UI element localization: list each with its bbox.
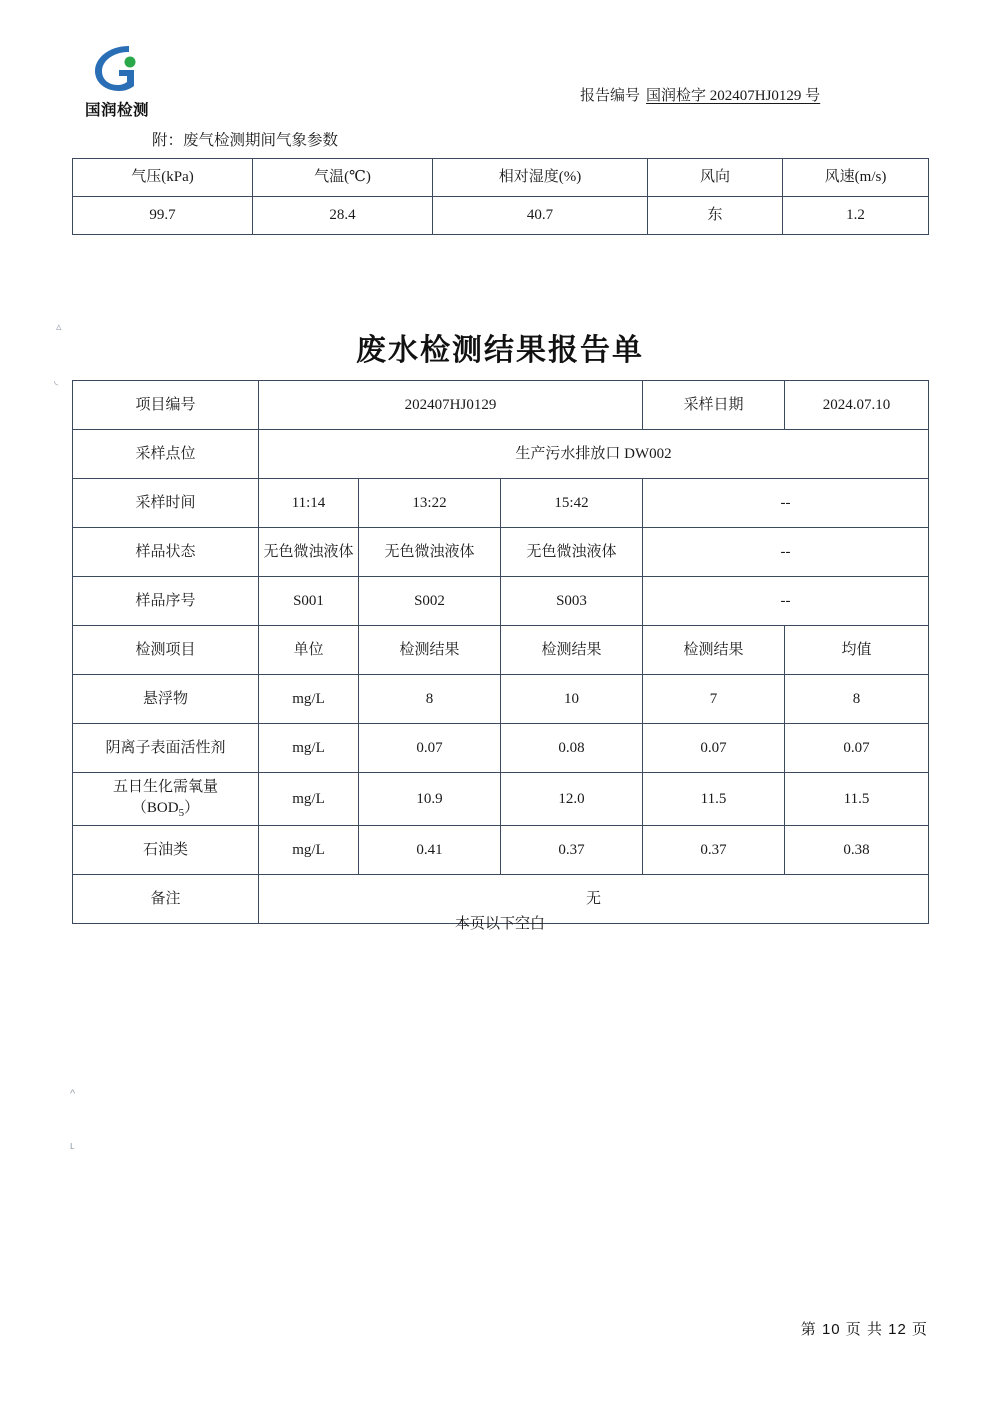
sampling-date-label: 采样日期 xyxy=(643,381,785,430)
result-item-name: 阴离子表面活性剂 xyxy=(73,724,259,773)
result-value-2: 10 xyxy=(501,675,643,724)
sampling-time-label: 采样时间 xyxy=(73,479,259,528)
weather-header-wind-speed: 风速(m/s) xyxy=(783,159,929,197)
project-no-label: 项目编号 xyxy=(73,381,259,430)
result-average: 0.07 xyxy=(785,724,929,773)
weather-value-wind-speed: 1.2 xyxy=(783,197,929,235)
table-row xyxy=(73,826,929,875)
result-item-name: 悬浮物 xyxy=(73,675,259,724)
blank-page-note: 本页以下空白 xyxy=(454,916,545,932)
table-row xyxy=(73,381,929,430)
table-row xyxy=(73,577,929,626)
column-header-result-1: 检测结果 xyxy=(359,626,501,675)
result-item-name-bod xyxy=(73,773,259,826)
page-footer: 第 10 页 共 12 页 xyxy=(800,1321,928,1338)
result-average: 8 xyxy=(785,675,929,724)
weather-header-temperature: 气温(℃) xyxy=(253,159,433,197)
wastewater-result-table xyxy=(72,380,929,924)
sampling-time-4: -- xyxy=(643,479,929,528)
sampling-point-label: 采样点位 xyxy=(73,430,259,479)
company-logo-icon xyxy=(89,40,145,96)
report-number-value: 国润检字 202407HJ0129 号 xyxy=(646,88,821,104)
result-item-unit: mg/L xyxy=(259,724,359,773)
result-item-unit: mg/L xyxy=(259,675,359,724)
company-name: 国润检测 xyxy=(84,102,149,119)
remark-label: 备注 xyxy=(73,875,259,924)
column-header-result-2: 检测结果 xyxy=(501,626,643,675)
result-value-1: 0.07 xyxy=(359,724,501,773)
table-row xyxy=(73,724,929,773)
sampling-time-1: 11:14 xyxy=(259,479,359,528)
table-row xyxy=(73,479,929,528)
result-average: 11.5 xyxy=(785,773,929,826)
weather-value-humidity: 40.7 xyxy=(433,197,648,235)
table-row xyxy=(73,773,929,826)
sampling-time-2: 13:22 xyxy=(359,479,501,528)
table-row xyxy=(73,528,929,577)
scan-artifact: ◟ xyxy=(54,375,59,387)
sample-state-4: -- xyxy=(643,528,929,577)
column-header-average: 均值 xyxy=(785,626,929,675)
company-logo xyxy=(62,40,172,120)
table-header-row xyxy=(73,626,929,675)
sample-no-label: 样品序号 xyxy=(73,577,259,626)
table-row xyxy=(73,197,929,235)
table-row xyxy=(73,430,929,479)
column-header-result-3: 检测结果 xyxy=(643,626,785,675)
result-value-3: 0.07 xyxy=(643,724,785,773)
result-item-name-line1: 五日生化需氧量 xyxy=(112,779,218,796)
sample-no-1: S001 xyxy=(259,577,359,626)
weather-value-temperature: 28.4 xyxy=(253,197,433,235)
weather-header-wind-direction: 风向 xyxy=(648,159,783,197)
scan-artifact: ▵ xyxy=(56,321,62,333)
result-value-1: 8 xyxy=(359,675,501,724)
column-header-item: 检测项目 xyxy=(73,626,259,675)
result-value-3: 11.5 xyxy=(643,773,785,826)
result-value-1: 10.9 xyxy=(359,773,501,826)
sample-state-1: 无色微浊液体 xyxy=(259,528,359,577)
result-value-3: 0.37 xyxy=(643,826,785,875)
result-value-1: 0.41 xyxy=(359,826,501,875)
table-row xyxy=(73,675,929,724)
scan-artifact: ^ xyxy=(70,1088,76,1100)
project-no-value: 202407HJ0129 xyxy=(259,381,643,430)
report-number xyxy=(580,84,820,105)
scan-artifact: ʟ xyxy=(70,1140,75,1152)
sample-no-4: -- xyxy=(643,577,929,626)
result-item-unit: mg/L xyxy=(259,773,359,826)
weather-value-wind-direction: 东 xyxy=(648,197,783,235)
result-item-name-line2: $(BOD_5)$ xyxy=(131,799,200,819)
column-header-unit: 单位 xyxy=(259,626,359,675)
result-average: 0.38 xyxy=(785,826,929,875)
result-value-2: 0.08 xyxy=(501,724,643,773)
result-value-2: 0.37 xyxy=(501,826,643,875)
result-item-unit: mg/L xyxy=(259,826,359,875)
weather-header-humidity: 相对湿度(%) xyxy=(433,159,648,197)
result-value-3: 7 xyxy=(643,675,785,724)
remark-value: 无 xyxy=(259,875,929,924)
table-row xyxy=(73,159,929,197)
result-item-name: 石油类 xyxy=(73,826,259,875)
weather-header-pressure: 气压(kPa) xyxy=(73,159,253,197)
sampling-point-value: 生产污水排放口 DW002 xyxy=(259,430,929,479)
sample-state-label: 样品状态 xyxy=(73,528,259,577)
report-number-label: 报告编号 xyxy=(580,88,641,104)
result-value-2: 12.0 xyxy=(501,773,643,826)
sample-state-3: 无色微浊液体 xyxy=(501,528,643,577)
page-title: 废水检测结果报告单 xyxy=(356,334,644,367)
weather-value-pressure: 99.7 xyxy=(73,197,253,235)
sampling-time-3: 15:42 xyxy=(501,479,643,528)
sample-no-2: S002 xyxy=(359,577,501,626)
weather-parameters-table xyxy=(72,158,929,235)
attachment-note: 附：废气检测期间气象参数 xyxy=(152,132,339,149)
sample-no-3: S003 xyxy=(501,577,643,626)
sample-state-2: 无色微浊液体 xyxy=(359,528,501,577)
sampling-date-value: 2024.07.10 xyxy=(785,381,929,430)
